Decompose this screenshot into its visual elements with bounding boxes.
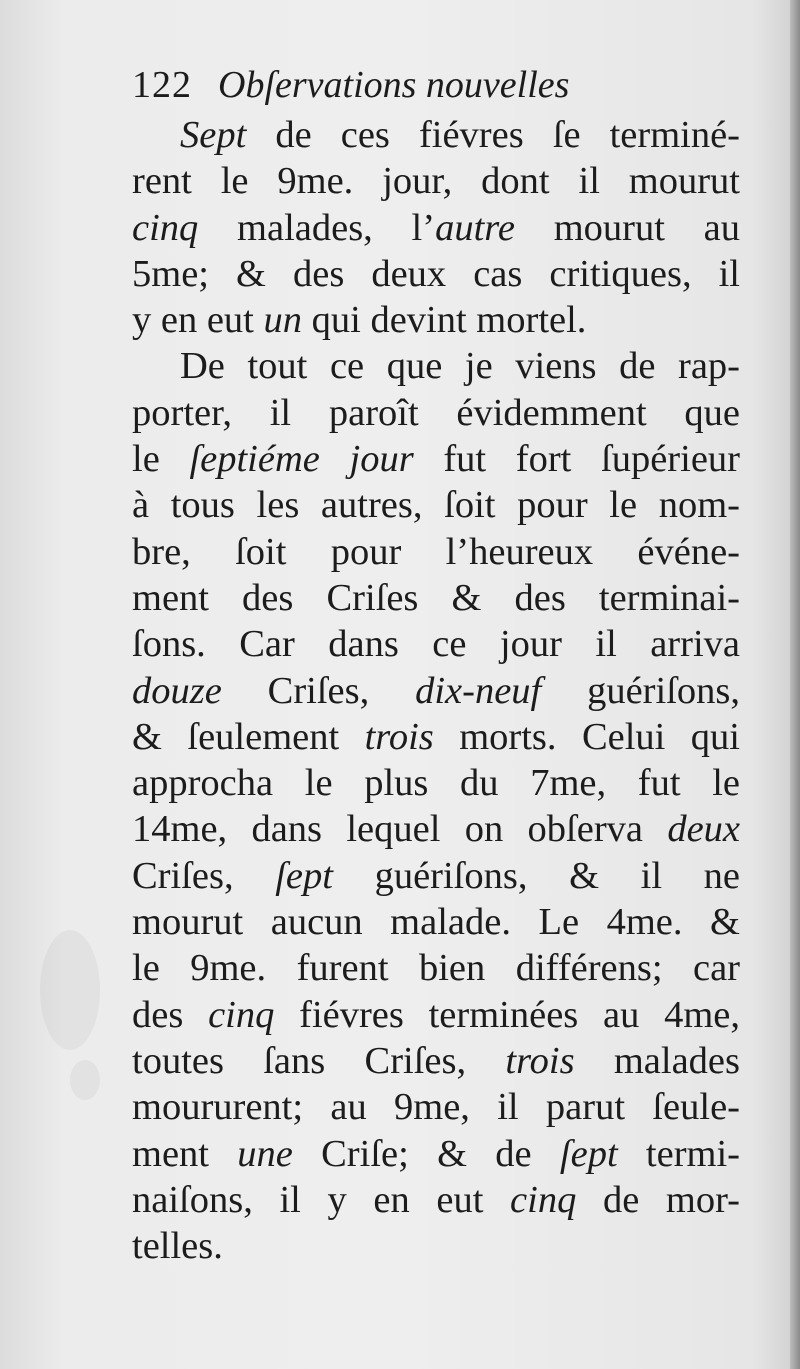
text-run: telles.: [132, 1225, 223, 1268]
running-header: [132, 60, 742, 110]
text-run: fiévres terminées au 4me,: [274, 993, 741, 1036]
italic-text-run: cinq: [132, 206, 199, 249]
text-run: ſons. Car dans ce jour il arriva: [132, 623, 740, 666]
italic-text-run: douze: [132, 669, 222, 712]
text-line: [132, 529, 740, 575]
text-run: de mor-: [576, 1178, 741, 1221]
italic-text-run: un: [263, 299, 302, 342]
book-gutter: [790, 0, 800, 1369]
text-run: guériſons,: [541, 669, 740, 712]
text-run: qui devint mortel.: [302, 299, 587, 342]
text-run: morts. Celui qui: [433, 715, 741, 758]
text-run: à tous les autres, ſoit pour le nom-: [132, 484, 740, 527]
text-line: [132, 112, 740, 158]
text-line: [132, 297, 740, 343]
text-run: De tout ce que je viens de rap-: [180, 345, 740, 388]
italic-text-run: cinq: [510, 1178, 577, 1221]
text-run: Criſes,: [132, 854, 276, 897]
text-run: Criſe; & de: [292, 1132, 560, 1175]
text-line: [132, 714, 740, 760]
italic-text-run: ſept: [559, 1132, 618, 1175]
text-run: toutes ſans Criſes,: [132, 1039, 506, 1082]
text-line: [132, 1131, 740, 1177]
text-run: malades: [574, 1039, 740, 1082]
text-line: [132, 806, 740, 852]
text-line: [132, 158, 740, 204]
text-run: malades, l’: [198, 206, 436, 249]
text-line: [132, 436, 740, 482]
text-run: approcha le plus du 7me, fut le: [132, 762, 740, 805]
text-run: ment: [132, 1132, 238, 1175]
italic-text-run: cinq: [208, 993, 275, 1036]
italic-text-run: trois: [505, 1039, 575, 1082]
text-line: [132, 760, 740, 806]
text-line: [132, 1038, 740, 1084]
page-number: 122: [132, 64, 192, 106]
text-run: ment des Criſes & des terminai-: [132, 576, 740, 619]
text-line: [132, 945, 740, 991]
text-line: [132, 1084, 740, 1130]
italic-text-run: dix-neuf: [415, 669, 542, 712]
italic-text-run: Sept: [180, 114, 247, 156]
text-run: le 9me. furent bien différens; car: [132, 947, 740, 990]
italic-text-run: deux: [667, 808, 740, 851]
italic-text-run: trois: [364, 715, 434, 758]
text-line: [132, 668, 740, 714]
text-run: mourut aucun malade. Le 4me. &: [132, 901, 740, 944]
text-line: [132, 575, 740, 621]
text-line: [132, 251, 740, 297]
text-run: 14me, dans lequel on obſerva: [132, 808, 668, 851]
text-line: [132, 205, 740, 251]
text-line: [132, 899, 740, 945]
text-run: des: [132, 993, 209, 1036]
text-run: termi-: [617, 1132, 740, 1175]
text-run: bre, ſoit pour l’heureux événe-: [132, 530, 740, 573]
italic-text-run: une: [237, 1132, 293, 1175]
text-run: y en eut: [132, 299, 264, 342]
text-line: [132, 390, 740, 436]
running-title: Obſervations nouvelles: [218, 64, 570, 106]
page-smudge: [70, 1060, 100, 1100]
italic-text-run: ſept: [275, 854, 333, 897]
page-smudge: [40, 930, 100, 1050]
text-run: & ſeulement: [132, 715, 365, 758]
text-line: [132, 1223, 740, 1269]
text-run: Criſes,: [221, 669, 416, 712]
text-line: [132, 482, 740, 528]
text-run: guériſons, & il ne: [332, 854, 741, 897]
text-run: le: [132, 438, 190, 481]
italic-text-run: autre: [435, 206, 515, 249]
text-run: porter, il paroît évidemment que: [132, 391, 740, 434]
text-run: moururent; au 9me, il parut ſeule-: [132, 1086, 740, 1129]
text-line: [132, 621, 740, 667]
text-line: [132, 992, 740, 1038]
text-run: naiſons, il y en eut: [132, 1178, 511, 1221]
text-run: de ces fiévres ſe terminé-: [246, 114, 740, 156]
text-run: fut fort ſupérieur: [413, 438, 740, 481]
text-run: rent le 9me. jour, dont il mourut: [132, 160, 740, 203]
page-body-text: [132, 112, 740, 1269]
italic-text-run: ſeptiéme jour: [189, 438, 414, 481]
text-line: [132, 853, 740, 899]
text-line: [132, 1177, 740, 1223]
text-line: [132, 343, 740, 389]
text-run: 5me; & des deux cas critiques, il: [132, 252, 740, 295]
text-run: mourut au: [514, 206, 740, 249]
